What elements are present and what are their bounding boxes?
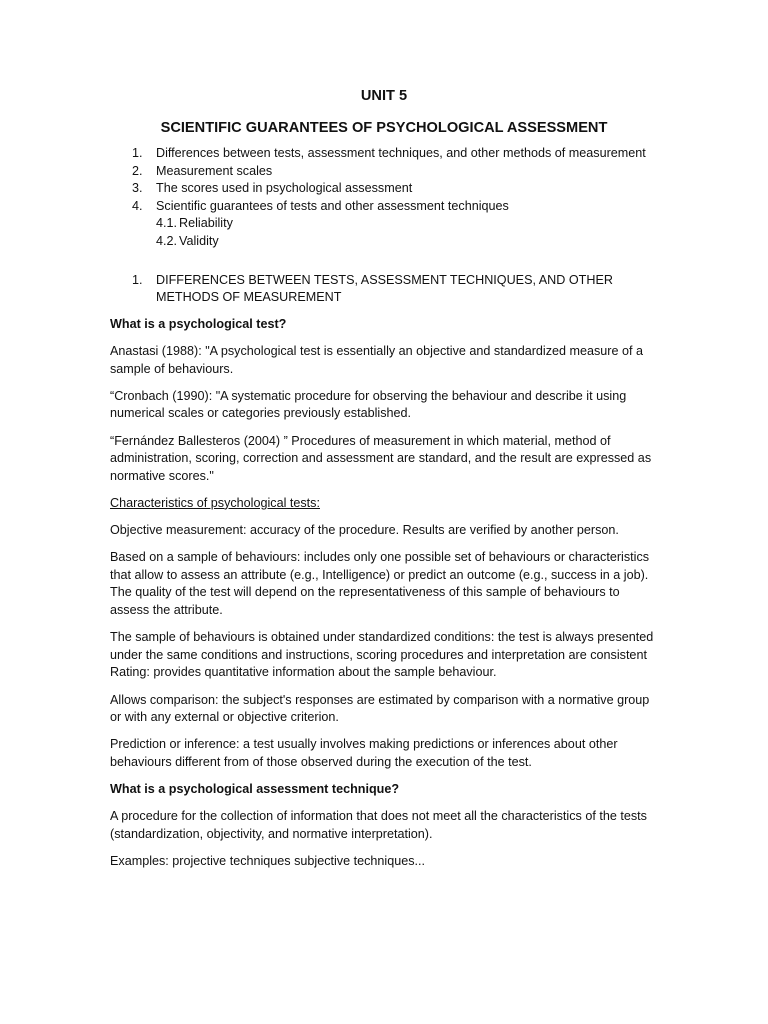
paragraph-fernandez: “Fernández Ballesteros (2004) ” Procedures of measurement in which material, method of administration, scoring, correction and assessment are standard, and the result are expressed as normative scores." bbox=[110, 433, 652, 483]
paragraph-standardized: The sample of behaviours is obtained under standardized conditions: the test is always presented under the same conditions and instructions, scoring procedures and interpretation are consistent Rating: provides quantitative information about the sample behaviour. bbox=[110, 630, 654, 680]
toc-item bbox=[110, 163, 658, 181]
toc-item bbox=[110, 180, 658, 198]
toc-item-number: 1. bbox=[132, 146, 143, 160]
toc-item-number: 3. bbox=[132, 181, 143, 196]
table-of-contents bbox=[110, 145, 658, 251]
question-heading: What is a psychological assessment technique? bbox=[110, 782, 400, 797]
toc-subitem-text: Validity bbox=[179, 233, 219, 248]
unit-title: UNIT 5 bbox=[360, 88, 408, 104]
paragraph-examples: Examples: projective techniques subjective techniques... bbox=[110, 854, 426, 869]
toc-subitem-number: 4.2. bbox=[156, 233, 178, 248]
toc-subitem bbox=[110, 215, 658, 233]
toc-item bbox=[110, 145, 658, 163]
toc-item-text: Scientific guarantees of tests and other assessment techniques bbox=[156, 198, 509, 213]
toc-subitem-text: Reliability bbox=[179, 216, 233, 231]
paragraph-procedure: A procedure for the collection of information that does not meet all the characteristics of the tests (standardization, objectivity, and normative interpretation). bbox=[110, 809, 647, 841]
paragraph-objective: Objective measurement: accuracy of the procedure. Results are verified by another person. bbox=[110, 523, 619, 538]
characteristics-heading: Characteristics of psychological tests: bbox=[110, 495, 320, 510]
paragraph-cronbach: “Cronbach (1990): "A systematic procedure for observing the behaviour and describe it using numerical scales or categories previously established. bbox=[110, 388, 627, 421]
toc-item-number: 2. bbox=[132, 163, 143, 178]
toc-subitem-number: 4.1. bbox=[156, 216, 178, 231]
toc-item-text: Differences between tests, assessment techniques, and other methods of measurement bbox=[156, 146, 646, 160]
question-heading: What is a psychological test? bbox=[110, 316, 287, 331]
paragraph-comparison: Allows comparison: the subject's responses are estimated by comparison with a normative group or with any external or objective criterion. bbox=[110, 692, 650, 725]
document-body bbox=[110, 86, 658, 880]
toc-item-text: Measurement scales bbox=[156, 163, 273, 178]
toc-item-number: 4. bbox=[132, 198, 143, 213]
toc-item-text: The scores used in psychological assessment bbox=[156, 181, 413, 196]
paragraph-anastasi: Anastasi (1988): "A psychological test is essentially an objective and standardized measure of a sample of behaviours. bbox=[110, 343, 644, 376]
document-title: SCIENTIFIC GUARANTEES OF PSYCHOLOGICAL ASSESSMENT bbox=[160, 120, 608, 136]
paragraph-sample: Based on a sample of behaviours: includes only one possible set of behaviours or characteristics that allow to assess an attribute (e.g., Intelligence) or predict an outcome (e.g., success in a job). The quality of the test will depend on the representativeness of this sample of behaviours to assess the attribute. bbox=[110, 550, 650, 618]
section-heading-text: DIFFERENCES BETWEEN TESTS, ASSESSMENT TECHNIQUES, AND OTHER METHODS OF MEASUREMENT bbox=[156, 272, 613, 305]
toc-subitem bbox=[110, 233, 658, 251]
section-heading bbox=[110, 272, 658, 307]
section-number: 1. bbox=[132, 272, 143, 287]
toc-item bbox=[110, 198, 658, 216]
paragraph-prediction: Prediction or inference: a test usually involves making predictions or inferences about other behaviours different from of those observed during the execution of the test. bbox=[110, 737, 618, 769]
